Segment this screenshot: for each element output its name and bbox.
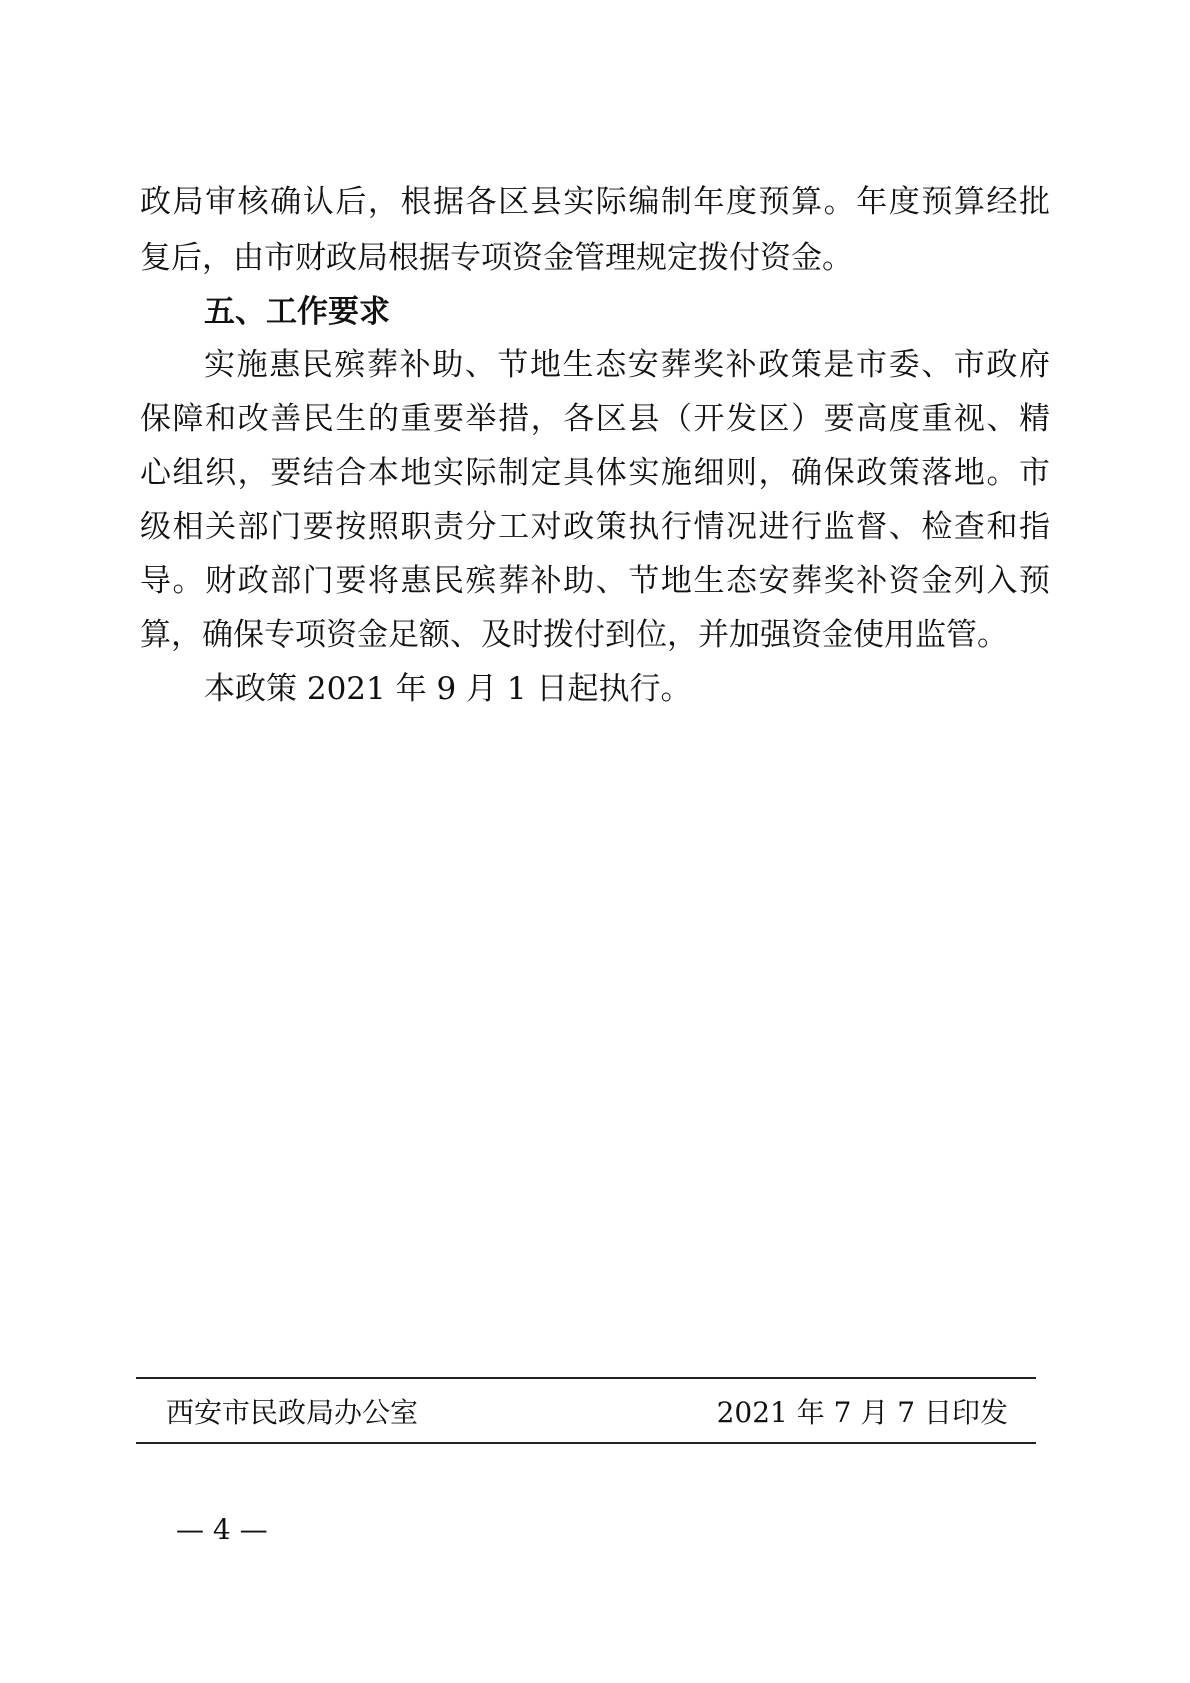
section-line-4: 级相关部门要按照职责分工对政策执行情况进行监督、检查和指	[140, 509, 1050, 545]
section-line-1: 实施惠民殡葬补助、节地生态安葬奖补政策是市委、市政府	[204, 347, 1050, 383]
body-line-1: 政局审核确认后，根据各区县实际编制年度预算。年度预算经批	[140, 184, 1050, 220]
footer-bottom-rule	[136, 1442, 1036, 1444]
section-heading-work-requirements: 五、工作要求	[204, 294, 390, 330]
footer-issue-date: 2021 年 7 月 7 日印发	[716, 1396, 1008, 1429]
footer-top-rule	[136, 1377, 1036, 1379]
page-number: — 4 —	[176, 1513, 268, 1546]
section-line-3: 心组织，要结合本地实际制定具体实施细则，确保政策落地。市	[140, 455, 1050, 491]
section-line-5: 导。财政部门要将惠民殡葬补助、节地生态安葬奖补资金列入预	[140, 563, 1050, 599]
section-line-6: 算，确保专项资金足额、及时拨付到位，并加强资金使用监管。	[140, 617, 1008, 653]
footer-issuer: 西安市民政局办公室	[166, 1396, 419, 1429]
body-line-2: 复后，由市财政局根据专项资金管理规定拨付资金。	[140, 240, 853, 276]
effective-date-line: 本政策 2021 年 9 月 1 日起执行。	[204, 671, 692, 707]
section-line-2: 保障和改善民生的重要举措，各区县（开发区）要高度重视、精	[140, 401, 1050, 437]
